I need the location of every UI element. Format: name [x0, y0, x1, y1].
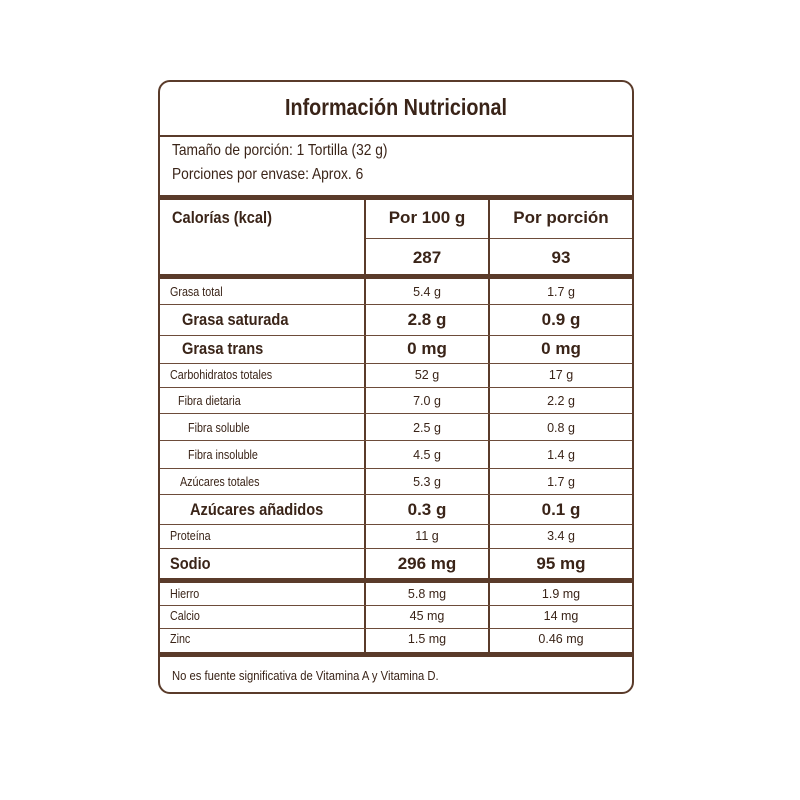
column-header-per-100g: Por 100 g	[388, 208, 466, 227]
nutrient-name: Azúcares añadidos	[190, 500, 324, 519]
value-per-100g: 11 g	[415, 529, 439, 543]
header-divider	[366, 238, 632, 239]
value-per-100g: 2.5 g	[413, 421, 441, 435]
nutrient-name: Fibra soluble	[188, 421, 250, 435]
value-per-100g: 1.5 mg	[407, 632, 447, 646]
value-per-serving: 1.7 g	[547, 475, 575, 489]
value-per-serving: 0.46 mg	[538, 632, 584, 646]
divider	[160, 135, 632, 137]
value-per-100g: 0.3 g	[407, 500, 447, 519]
column-divider	[364, 200, 366, 578]
row-divider	[160, 413, 632, 414]
thick-divider	[160, 195, 632, 200]
calories-per-100g: 287	[412, 248, 442, 267]
row-divider	[160, 524, 632, 525]
nutrient-name: Hierro	[170, 587, 200, 601]
nutrient-name: Grasa trans	[182, 339, 264, 358]
row-divider	[160, 335, 632, 336]
value-per-100g: 2.8 g	[407, 310, 447, 329]
nutrient-name: Proteína	[170, 529, 211, 543]
thick-divider	[160, 652, 632, 657]
value-per-serving: 14 mg	[543, 609, 579, 623]
column-divider	[488, 200, 490, 578]
value-per-serving: 2.2 g	[547, 394, 575, 408]
nutrient-name: Carbohidratos totales	[170, 368, 273, 382]
row-divider	[160, 628, 632, 629]
row-divider	[160, 494, 632, 495]
serving-size: Tamaño de porción: 1 Tortilla (32 g)	[172, 142, 388, 159]
nutrient-name: Grasa saturada	[182, 310, 289, 329]
value-per-100g: 7.0 g	[413, 394, 441, 408]
value-per-100g: 296 mg	[397, 554, 457, 573]
value-per-100g: 5.3 g	[413, 475, 441, 489]
value-per-serving: 0 mg	[541, 339, 581, 358]
value-per-100g: 4.5 g	[413, 448, 441, 462]
thick-divider	[160, 578, 632, 583]
calories-per-serving: 93	[551, 248, 571, 267]
nutrient-name: Azúcares totales	[180, 475, 260, 489]
nutrient-name: Sodio	[170, 554, 211, 573]
servings-per-container: Porciones por envase: Aprox. 6	[172, 166, 364, 183]
row-divider	[160, 363, 632, 364]
value-per-100g: 5.8 mg	[407, 587, 447, 601]
nutrient-name: Fibra dietaria	[178, 394, 241, 408]
value-per-serving: 0.1 g	[541, 500, 581, 519]
row-divider	[160, 468, 632, 469]
column-header-per-serving: Por porción	[513, 208, 609, 227]
value-per-serving: 1.9 mg	[541, 587, 581, 601]
value-per-100g: 5.4 g	[413, 285, 441, 299]
calories-label: Calorías (kcal)	[172, 208, 272, 227]
row-divider	[160, 304, 632, 305]
value-per-serving: 0.9 g	[541, 310, 581, 329]
value-per-serving: 1.4 g	[547, 448, 575, 462]
nutrient-name: Fibra insoluble	[188, 448, 258, 462]
value-per-serving: 17 g	[548, 368, 574, 382]
row-divider	[160, 548, 632, 549]
nutrient-name: Grasa total	[170, 285, 223, 299]
value-per-100g: 52 g	[414, 368, 440, 382]
value-per-100g: 45 mg	[409, 609, 445, 623]
value-per-100g: 0 mg	[407, 339, 447, 358]
thick-divider	[160, 274, 632, 279]
label-title: Información Nutricional	[284, 94, 507, 120]
value-per-serving: 3.4 g	[547, 529, 575, 543]
value-per-serving: 95 mg	[536, 554, 586, 573]
row-divider	[160, 605, 632, 606]
value-per-serving: 0.8 g	[547, 421, 575, 435]
nutrition-label	[158, 80, 634, 694]
row-divider	[160, 440, 632, 441]
nutrient-name: Calcio	[170, 609, 200, 623]
footer-note: No es fuente significativa de Vitamina A y Vitamina D.	[172, 669, 439, 683]
row-divider	[160, 387, 632, 388]
nutrient-name: Zinc	[170, 632, 191, 646]
value-per-serving: 1.7 g	[547, 285, 575, 299]
